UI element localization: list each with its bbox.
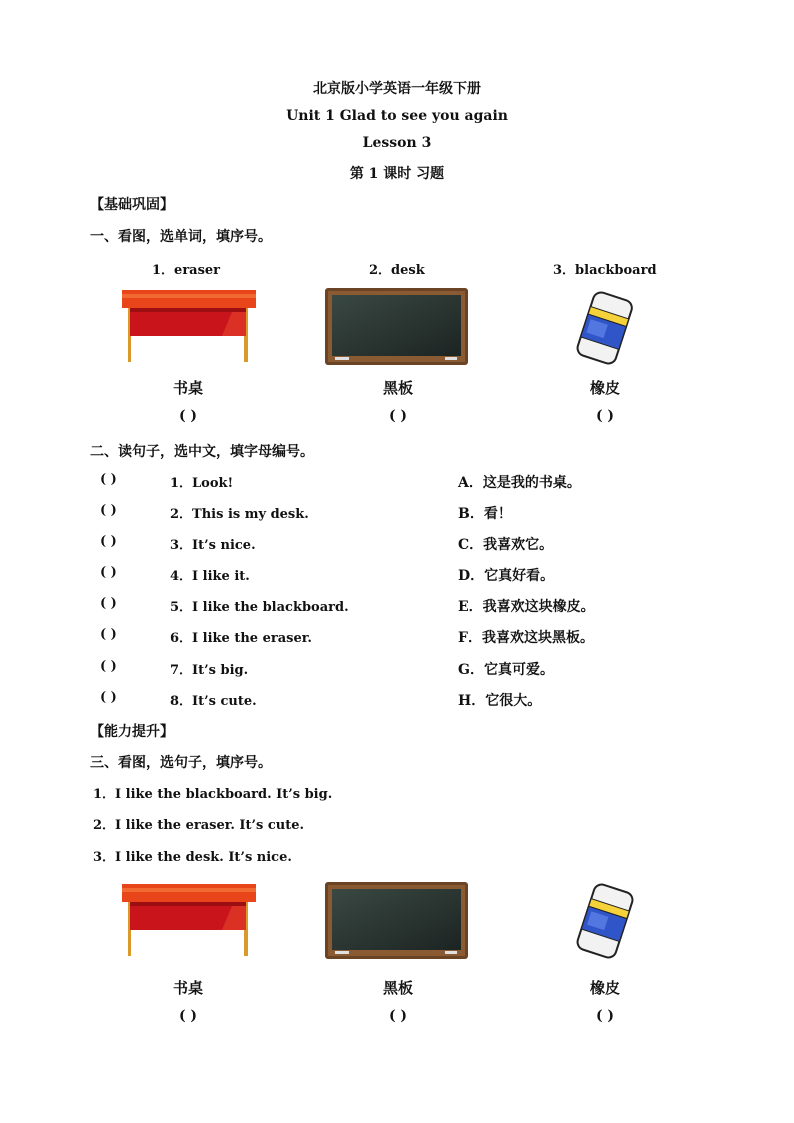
- part2-blank-8[interactable]: ( ): [100, 690, 117, 705]
- part2-blank-4[interactable]: ( ): [100, 565, 117, 580]
- section-basic-heading: 【基础巩固】: [90, 197, 174, 213]
- part2-blank-3[interactable]: ( ): [100, 534, 117, 549]
- period-title: 第 1 课时 习题: [349, 166, 445, 182]
- desk-icon: [122, 290, 256, 362]
- blackboard-icon: [325, 882, 468, 959]
- part3-blank-3[interactable]: ( ): [595, 1008, 615, 1024]
- part2-en-6: 6．I like the eraser.: [170, 631, 312, 646]
- part2-blank-1[interactable]: ( ): [100, 472, 117, 487]
- book-title: 北京版小学英语一年级下册: [313, 81, 481, 97]
- part1-word-3: 3．blackboard: [553, 263, 657, 278]
- part1-caption-desk: 书桌: [172, 379, 203, 397]
- part2-en-8: 8．It’s cute.: [170, 694, 257, 709]
- part1-caption-blackboard: 黑板: [382, 379, 413, 397]
- part2-blank-5[interactable]: ( ): [100, 596, 117, 611]
- part1-word-2: 2．desk: [369, 263, 425, 278]
- part2-blank-6[interactable]: ( ): [100, 627, 117, 642]
- part2-en-4: 4．I like it.: [170, 569, 250, 584]
- part2-en-2: 2．This is my desk.: [170, 507, 309, 522]
- part2-cn-5: E．我喜欢这块橡皮。: [458, 599, 595, 615]
- part2-cn-4: D．它真好看。: [458, 568, 555, 584]
- part2-title: 二、读句子，选中文，填字母编号。: [90, 444, 314, 460]
- part3-caption-eraser: 橡皮: [589, 979, 620, 997]
- part2-en-1: 1．Look!: [170, 476, 234, 491]
- part2-en-3: 3．It’s nice.: [170, 538, 256, 553]
- part2-blank-2[interactable]: ( ): [100, 503, 117, 518]
- part2-cn-7: G．它真可爱。: [458, 662, 554, 678]
- eraser-icon: [575, 290, 635, 365]
- part2-cn-2: B．看！: [458, 506, 512, 522]
- part1-title: 一、看图，选单词，填序号。: [90, 229, 272, 245]
- part2-en-5: 5．I like the blackboard.: [170, 600, 349, 615]
- lesson-title: Lesson 3: [362, 135, 432, 151]
- part1-word-1: 1．eraser: [152, 263, 221, 278]
- part2-cn-1: A．这是我的书桌。: [458, 475, 581, 491]
- part1-blank-1[interactable]: ( ): [178, 408, 198, 424]
- blackboard-icon: [325, 288, 468, 365]
- part1-blank-3[interactable]: ( ): [595, 408, 615, 424]
- part2-en-7: 7．It’s big.: [170, 663, 249, 678]
- unit-title: Unit 1 Glad to see you again: [286, 108, 508, 124]
- part2-cn-3: C．我喜欢它。: [458, 537, 554, 553]
- eraser-icon: [575, 882, 635, 960]
- part3-caption-desk: 书桌: [172, 979, 203, 997]
- desk-icon: [122, 884, 256, 956]
- part2-cn-8: H．它很大。: [458, 693, 542, 709]
- part3-sentence-2: 2．I like the eraser. It’s cute.: [93, 818, 305, 833]
- section-improve-heading: 【能力提升】: [90, 724, 174, 740]
- part1-caption-eraser: 橡皮: [589, 379, 620, 397]
- part3-sentence-3: 3．I like the desk. It’s nice.: [93, 850, 292, 865]
- part3-title: 三、看图，选句子，填序号。: [90, 755, 272, 771]
- part1-blank-2[interactable]: ( ): [388, 408, 408, 424]
- part3-blank-2[interactable]: ( ): [388, 1008, 408, 1024]
- part3-caption-blackboard: 黑板: [382, 979, 413, 997]
- part3-blank-1[interactable]: ( ): [178, 1008, 198, 1024]
- part2-cn-6: F．我喜欢这块黑板。: [458, 630, 594, 646]
- part3-sentence-1: 1．I like the blackboard. It’s big.: [93, 787, 333, 802]
- part2-blank-7[interactable]: ( ): [100, 659, 117, 674]
